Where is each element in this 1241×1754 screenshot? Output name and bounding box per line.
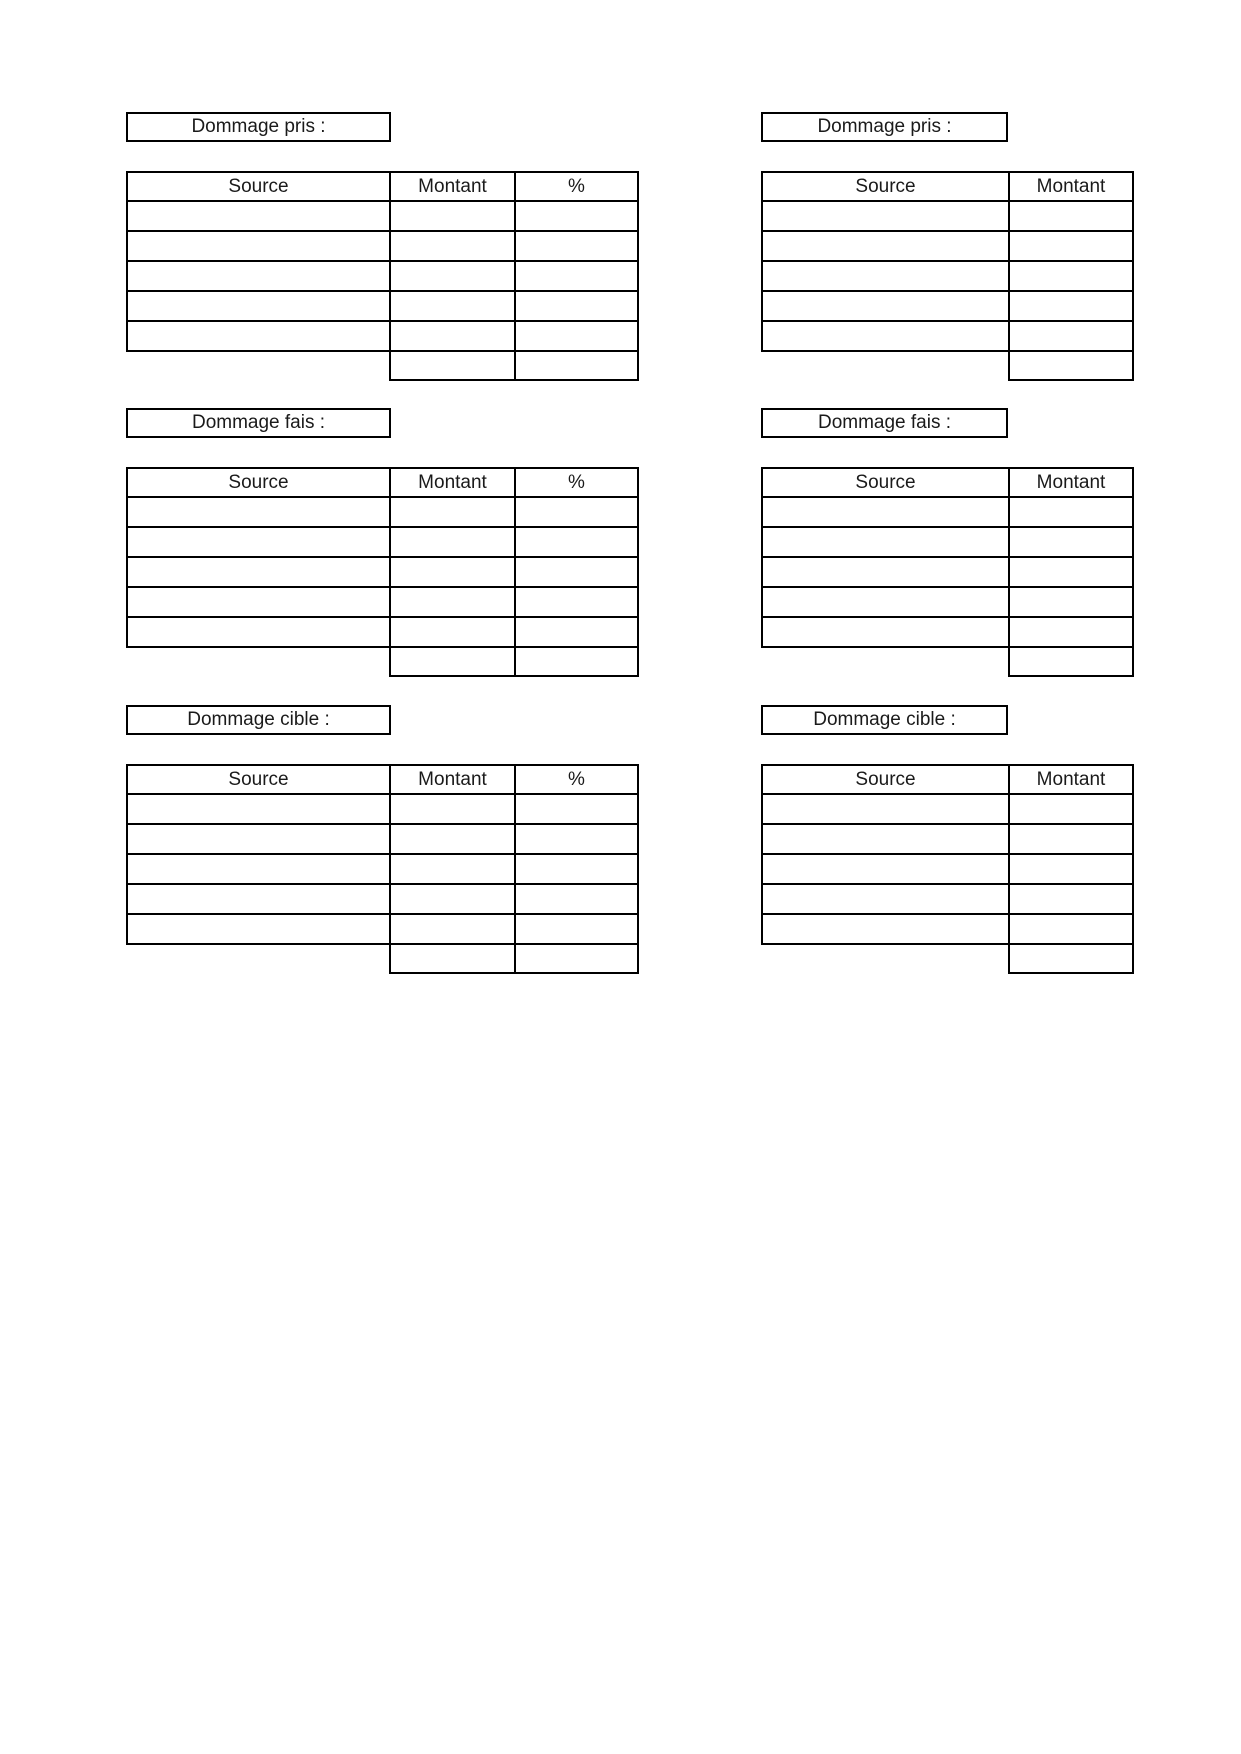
section-dommage-cible-right [761,705,1132,974]
empty-cell [390,617,515,647]
empty-cell [762,201,1009,231]
empty-cell [762,617,1009,647]
empty-cell [1009,231,1133,261]
total-row [762,944,1133,973]
column-header-source: Source [127,765,390,794]
spacer-cell [762,351,1009,380]
section-title-box [126,705,391,735]
empty-cell [127,231,390,261]
empty-cell [127,824,390,854]
empty-cell [390,497,515,527]
empty-cell [390,291,515,321]
empty-cell [515,527,638,557]
table-row [127,231,638,261]
empty-cell [515,794,638,824]
table-row [762,557,1133,587]
total-cell [515,647,638,676]
empty-cell [127,914,390,944]
table-row [762,587,1133,617]
table-row [127,617,638,647]
damage-table [126,467,639,677]
table-row [762,497,1133,527]
table-row [762,231,1133,261]
column-header-source: Source [127,172,390,201]
empty-cell [390,231,515,261]
table-row [762,291,1133,321]
spacer-cell [762,647,1009,676]
empty-cell [762,497,1009,527]
empty-cell [762,587,1009,617]
empty-cell [390,527,515,557]
empty-cell [1009,261,1133,291]
damage-table [761,467,1134,677]
empty-cell [127,291,390,321]
empty-cell [390,914,515,944]
table-row [762,824,1133,854]
empty-cell [1009,914,1133,944]
empty-cell [1009,884,1133,914]
total-cell [1009,944,1133,973]
column-header-source: Source [127,468,390,497]
empty-cell [762,854,1009,884]
total-cell [390,647,515,676]
section-dommage-cible-left [126,705,637,974]
header-row [127,468,638,497]
empty-cell [390,794,515,824]
empty-cell [127,854,390,884]
empty-cell [1009,291,1133,321]
empty-cell [1009,321,1133,351]
section-dommage-pris-right [761,112,1132,381]
total-row [127,351,638,380]
table-row [762,794,1133,824]
empty-cell [762,557,1009,587]
empty-cell [515,201,638,231]
table-row [127,291,638,321]
column-header-montant: Montant [390,765,515,794]
empty-cell [127,617,390,647]
section-title: Dommage pris : [191,116,326,137]
table-row [762,854,1133,884]
empty-cell [762,321,1009,351]
empty-cell [127,527,390,557]
table-row [762,321,1133,351]
empty-cell [515,914,638,944]
empty-cell [515,824,638,854]
column-header-percent: % [515,765,638,794]
table-row [762,527,1133,557]
empty-cell [762,291,1009,321]
empty-cell [762,884,1009,914]
spacer-cell [762,944,1009,973]
table-row [127,527,638,557]
section-title-box [126,408,391,438]
section-dommage-fais-right [761,408,1132,677]
total-row [127,944,638,973]
empty-cell [515,321,638,351]
total-row [762,647,1133,676]
empty-cell [762,794,1009,824]
column-header-montant: Montant [390,468,515,497]
total-cell [515,351,638,380]
empty-cell [1009,617,1133,647]
header-row [762,765,1133,794]
total-row [762,351,1133,380]
empty-cell [390,201,515,231]
empty-cell [390,557,515,587]
column-header-source: Source [762,765,1009,794]
empty-cell [1009,527,1133,557]
column-header-montant: Montant [1009,468,1133,497]
empty-cell [515,854,638,884]
column-header-percent: % [515,468,638,497]
empty-cell [1009,497,1133,527]
empty-cell [390,587,515,617]
empty-cell [515,261,638,291]
section-title-box [761,705,1008,735]
empty-cell [515,587,638,617]
damage-table [126,171,639,381]
table-row [127,321,638,351]
empty-cell [127,201,390,231]
table-row [127,824,638,854]
column-header-source: Source [762,172,1009,201]
table-row [127,261,638,291]
section-title: Dommage fais : [817,412,952,433]
section-title: Dommage cible : [187,709,330,730]
total-row [127,647,638,676]
column-header-percent: % [515,172,638,201]
empty-cell [1009,854,1133,884]
empty-cell [762,527,1009,557]
column-header-source: Source [762,468,1009,497]
damage-table [126,764,639,974]
table-row [127,794,638,824]
empty-cell [127,557,390,587]
section-title-box [761,112,1008,142]
section-title-box [126,112,391,142]
total-cell [390,351,515,380]
empty-cell [390,824,515,854]
empty-cell [762,261,1009,291]
total-cell [390,944,515,973]
spacer-cell [127,944,390,973]
empty-cell [1009,824,1133,854]
table-row [762,261,1133,291]
column-header-montant: Montant [390,172,515,201]
spacer-cell [127,647,390,676]
empty-cell [1009,794,1133,824]
table-row [127,587,638,617]
section-title: Dommage pris : [817,116,952,137]
empty-cell [515,291,638,321]
empty-cell [127,884,390,914]
empty-cell [390,854,515,884]
empty-cell [1009,557,1133,587]
empty-cell [390,321,515,351]
section-title: Dommage cible : [813,709,956,730]
table-row [762,884,1133,914]
empty-cell [515,617,638,647]
table-row [762,617,1133,647]
header-row [762,468,1133,497]
empty-cell [127,794,390,824]
section-title-box [761,408,1008,438]
empty-cell [127,321,390,351]
damage-table [761,171,1134,381]
empty-cell [762,231,1009,261]
empty-cell [762,914,1009,944]
table-row [127,557,638,587]
empty-cell [1009,201,1133,231]
table-row [127,914,638,944]
table-row [127,497,638,527]
total-cell [1009,351,1133,380]
table-row [762,914,1133,944]
empty-cell [127,261,390,291]
total-cell [515,944,638,973]
table-row [127,854,638,884]
header-row [127,765,638,794]
column-header-montant: Montant [1009,765,1133,794]
header-row [127,172,638,201]
empty-cell [127,587,390,617]
total-cell [1009,647,1133,676]
section-dommage-pris-left [126,112,637,381]
spacer-cell [127,351,390,380]
empty-cell [762,824,1009,854]
empty-cell [515,231,638,261]
empty-cell [127,497,390,527]
damage-table [761,764,1134,974]
empty-cell [1009,587,1133,617]
empty-cell [515,884,638,914]
empty-cell [515,497,638,527]
header-row [762,172,1133,201]
empty-cell [390,261,515,291]
table-row [127,201,638,231]
table-row [127,884,638,914]
empty-cell [390,884,515,914]
column-header-montant: Montant [1009,172,1133,201]
section-dommage-fais-left [126,408,637,677]
table-row [762,201,1133,231]
section-title: Dommage fais : [191,412,326,433]
empty-cell [515,557,638,587]
